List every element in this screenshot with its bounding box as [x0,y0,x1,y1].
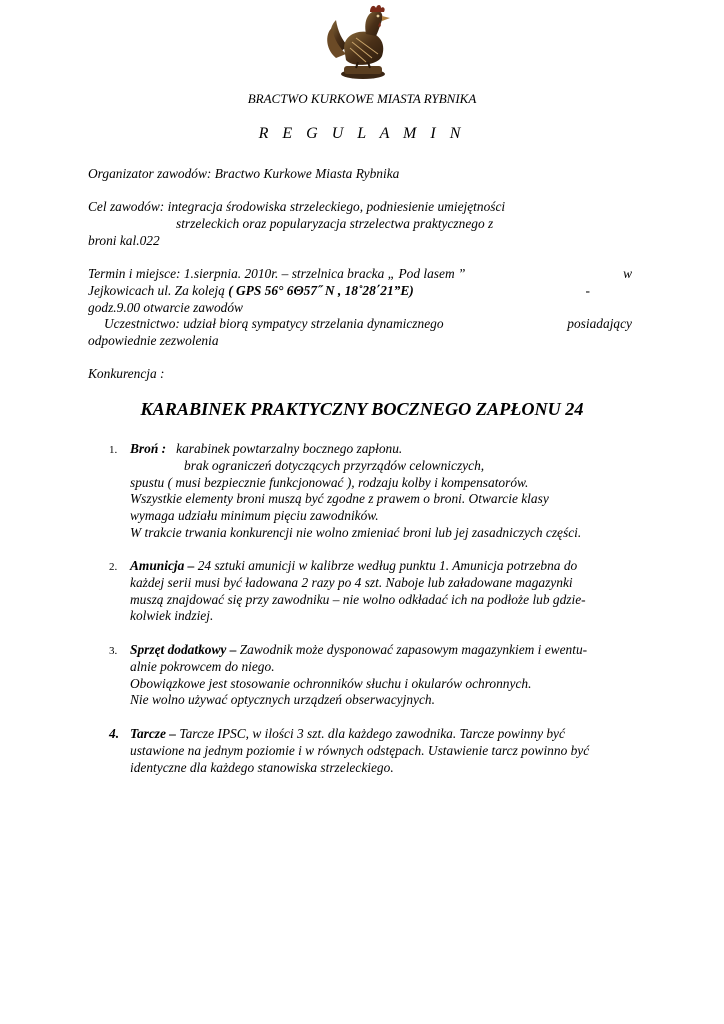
item-line: Wszystkie elementy broni muszą być zgodne z prawem o broni. Otwarcie klasy [130,491,549,507]
item-line: identyczne dla każdego stanowiska strzeleckiego. [130,759,394,775]
list-item [109,558,639,625]
item-line: 24 sztuki amunicji w kalibrze według punktu 1. Amunicja potrzebna do [194,558,578,573]
item-number: 4. [109,726,120,741]
item-line: alnie pokrowcem do niego. [130,658,275,674]
item-label: Broń : [130,441,167,456]
term-line-end: w [623,266,632,281]
list-item [109,642,639,709]
item-line: karabinek powtarzalny bocznego zapłonu. [176,441,403,456]
goal-paragraph [88,199,636,249]
term-line: Termin i miejsce: 1.sierpnia. 2010r. – strzelnica bracka „ Pod lasem ” [88,266,466,281]
item-line: brak ograniczeń dotyczących przyrządów celowniczych, [184,457,485,473]
item-line: muszą znajdować się przy zawodniku – nie wolno odkładać ich na podłoże lub gdzie- [130,591,586,607]
organizer-line: Organizator zawodów: Bractwo Kurkowe Miasta Rybnika [88,166,400,181]
item-line: wymaga udziału minimum pięciu zawodników. [130,508,379,524]
item-line: ustawione na jednym poziomie i w równych odstępach. Ustawienie tarcz powinno być [130,742,590,758]
item-label: Sprzęt dodatkowy – [130,642,237,657]
item-line: Nie wolno używać optycznych urządzeń obserwacyjnych. [130,692,435,708]
item-line: każdej serii musi być ładowana 2 razy po 4 szt. Naboje lub załadowane magazynki [130,574,573,590]
item-label: Tarcze – [130,726,176,741]
term-line: Jejkowicach ul. Za koleją [88,282,229,298]
item-number: 1. [109,444,118,456]
item-line: kolwiek indziej. [130,608,214,624]
term-line: godz.9.00 otwarcie zawodów [88,299,243,315]
gps-coordinates: ( GPS 56° 6Θ57˝ N , 18˚28΄21”E) [228,282,414,298]
item-line: Tarcze IPSC, w ilości 3 szt. dla każdego zawodnika. Tarcze powinny być [176,726,565,741]
goal-line: broni kal.022 [88,232,160,248]
list-item [109,726,639,776]
participation-line: odpowiednie zezwolenia [88,333,219,349]
goal-line: Cel zawodów: integracja środowiska strzeleckiego, podniesienie umiejętności [88,199,506,214]
item-number: 3. [109,645,118,657]
list-item [109,441,639,542]
item-number: 2. [109,561,118,573]
document-title: R E G U L A M I N [258,125,466,142]
organization-header: BRACTWO KURKOWE MIASTA RYBNIKA [247,91,477,106]
item-line: Zawodnik może dysponować zapasowym magazynkiem i ewentu- [236,642,588,657]
term-line-end: - [585,282,590,298]
competition-heading: KARABINEK PRAKTYCZNY BOCZNEGO ZAPŁONU 24 [140,399,584,419]
competitions-label: Konkurencja : [88,366,165,381]
term-paragraph [88,266,632,350]
rooster-emblem-logo [322,2,404,82]
item-line: W trakcie trwania konkurencji nie wolno zmieniać broni lub jej zasadniczych części. [130,524,582,540]
participation-line-end: posiadający [567,316,632,332]
goal-line: strzeleckich oraz popularyzacja strzelectwa praktycznego z [176,215,494,231]
item-line: Obowiązkowe jest stosowanie ochronników słuchu i okularów ochronnych. [130,675,532,691]
item-label: Amunicja – [130,558,195,573]
item-line: spustu ( musi bezpiecznie funkcjonować ), rodzaju kolby i kompensatorów. [130,474,529,490]
participation-line: Uczestnictwo: udział biorą sympatycy strzelania dynamicznego [104,316,444,332]
